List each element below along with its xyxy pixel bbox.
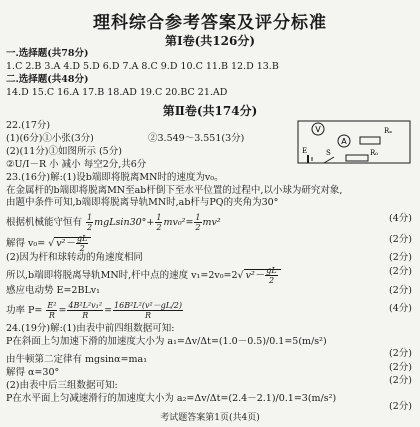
q23-power-equation [6,301,184,320]
q23-emf: 感应电动势 E=2BLv₁ [6,285,100,296]
q23-heading: 23.(16分)解:(1)设b端即将脱离MN时的速度为v₀。 [6,172,224,183]
q24-line4: (2)由表中后三组数据可知: [6,380,118,391]
q23-v1-equation [6,266,281,285]
q24-line1: P在斜面上匀加速下滑的加速度大小为 a₁=Δv/Δt=(1.0－0.5)/0.1=5(m/s²) [6,336,327,347]
q23-energy-score: (4分) [389,213,412,224]
q22-heading: 22.(17分) [6,120,51,131]
q23-energy-equation [6,213,221,232]
q24-line1-score: (2分) [389,348,412,359]
q24-line5-score: (2分) [389,401,412,412]
q23-para2: 由题中条件可知,b端即将脱离导轨MN时,ab杆与PQ的夹角为30° [6,197,279,208]
switch-label: S [326,149,331,157]
q23-v1-formula: √ v²－ $\frac{gL}{2}$ [238,266,281,285]
voltmeter-label: V [315,125,321,134]
section-1-answers: 1.C 2.B 3.A 4.D 5.D 6.D 7.A 8.C 9.D 10.C 11.B 12.D 13.B [6,61,279,72]
q23-power-score: (4分) [389,303,412,314]
switch-symbol [324,157,334,163]
section-2-header: 二.选择题(共48分) [6,74,89,85]
q23-power-lead: 功率 P= [6,305,43,316]
volume-1-heading: 第Ⅰ卷(共126分) [164,34,256,48]
q23-part2-score: (2分) [389,252,412,263]
q24-line5: P在水平面上匀减速滑行的加速度大小为 a₂=Δv/Δt=(2.4－2.1)/0.1=3(m/s²) [6,393,337,404]
q24-line2-score: (2分) [389,362,412,373]
q22-part1: (1)(6分)①小张(3分) [6,133,94,144]
q23-solution-formula: √ v²－ $\frac{gL}{2}$ [48,234,91,253]
section-1-header: 一.选择题(共78分) [6,48,89,59]
q24-line2: 由牛顿第二定律有 mgsinα=ma₁ [6,354,147,365]
q23-part2: (2)因为杆和球转动的角速度相同 [6,252,143,263]
ammeter-label: A [341,137,347,146]
q23-v1-score: (2分) [389,266,412,277]
q23-para1: 在金属杆的b端即将脱离MN至ab杆倒下至水平位置的过程中,以小球为研究对象, [6,185,343,196]
resistor-rx-label: Rₓ [384,127,393,135]
q24-heading: 24.(19分)解:(1)由表中前四组数据可知: [6,323,175,334]
q23-solution-lead: 解得 v₀= [6,238,46,249]
q22-part3: ②U/I－R 小 减小 每空2分,共6分 [6,159,147,170]
q23-energy-formula: $\frac{1}{2}$ mgLsin30°+ $\frac{1}{2}$ mv₀²= $\frac{1}{2}$ mv² [87,213,221,232]
q23-power-formula: $\frac{\text{E²}}{R}$ = $\frac{\text{4B²L²v₁²}}{R}$ = $\frac{\text{16B²L²(v²－gL/2)}}{R}$ [47,301,183,320]
q23-solution [6,234,91,253]
resistor-rx [360,137,380,144]
circuit-diagram [296,119,412,165]
q23-energy-lead: 根据机械能守恒有 [6,217,83,228]
page-footer: 考试题答案第1页(共4页) [160,413,260,423]
resistor-r0 [346,155,368,161]
q22-part1-b: ②3.549～3.551(3分) [148,133,245,144]
page-title: 理科综合参考答案及评分标准 [93,13,327,33]
volume-2-heading: 第Ⅱ卷(共174分) [162,104,258,118]
resistor-r0-label: R₀ [370,149,379,157]
q24-line3-score: (2分) [389,375,412,386]
battery-label: E [302,147,308,155]
section-2-answers: 14.D 15.C 16.A 17.B 18.AD 19.C 20.BC 21.AD [6,87,228,98]
q22-part2: (2)(11分)①如图所示 (5分) [6,146,122,157]
q23-v1-lead: 所以,b端即将脱离导轨MN时,杆中点的速度 v₁=2v₀=2 [6,270,238,281]
q23-emf-score: (2分) [389,285,412,296]
q23-solution-score: (2分) [389,234,412,245]
q24-line3: 解得 α=30° [6,367,60,378]
